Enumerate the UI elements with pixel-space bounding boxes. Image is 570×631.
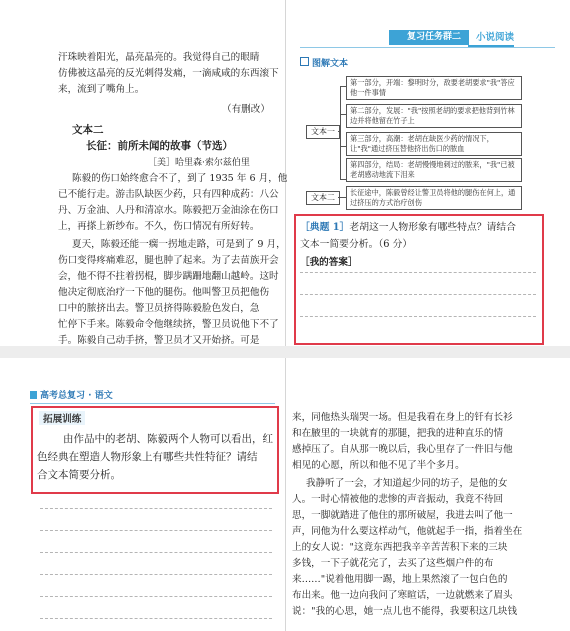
- right-line-13: 说："我的心思，她一点儿也不能得，我要积这几块钱: [292, 606, 518, 617]
- header-rule: [300, 47, 555, 48]
- text2-title: 长征：前所未闻的故事（节选）: [86, 140, 233, 152]
- diagram-part2: 第二部分，发展："我"按照老胡的要求把他背到竹林边并将他留在竹子上: [346, 104, 522, 128]
- text1-line-2: 仿佛被这晶亮的反光刺得发痛，一滴咸咸的东西滚下: [58, 68, 279, 79]
- text1-line-3: 来，流到了嘴角上。: [58, 84, 145, 95]
- right-line-1: 来，同他热头瑞哭一场。但是我看在身上的钎有长衫: [292, 412, 513, 423]
- bracket-join: [338, 131, 341, 132]
- expand-training-title: 拓展训练: [39, 411, 85, 425]
- diagram-text2-label: 文本二: [306, 191, 340, 205]
- bracket-join: [338, 197, 346, 198]
- answer-line[interactable]: [40, 508, 272, 509]
- diagram-text1-label: 文本一: [306, 125, 340, 139]
- expand-line-2: 色经典在塑造人物形象上有哪些共性特征？请结: [37, 451, 258, 463]
- right-line-10: 多钱，一下子就花完了，去买了这些烟户件的布: [292, 558, 494, 569]
- answer-line[interactable]: [40, 618, 272, 619]
- right-line-6: 人。一时心情被他的悲惨的声音振动，我竟不待回: [292, 494, 504, 505]
- para2-line-6: 忙停下手来。陈毅命令他继续挤，警卫员说他下不了: [58, 319, 279, 330]
- answer-line[interactable]: [40, 552, 272, 553]
- expand-line-1: 由作品中的老胡、陈毅两个人物可以看出，红: [63, 433, 273, 445]
- diagram-text2-desc: 长征途中，陈毅曾经让警卫员将他的腿伤在何上，通过挤压的方式治疗创伤: [346, 186, 522, 210]
- diagram-part4: 第四部分，结局：老胡慢慢地刺过的脓来，"我"已被老胡感动地流下泪来: [346, 158, 522, 182]
- text2-author: ［美］哈里森·索尔兹伯里: [148, 158, 250, 168]
- text1-line-1: 汗珠映着阳光，晶亮晶亮的。我觉得自己的眼睛: [58, 52, 260, 63]
- answer-line[interactable]: [300, 316, 536, 317]
- answer-line[interactable]: [40, 596, 272, 597]
- page-gutter: [285, 358, 286, 631]
- right-line-11: 来……"说着他用脚一踢，地上果然滚了一包白色的: [292, 574, 508, 585]
- right-line-12: 布出来。他一边向我问了寒暄话，一边就燃来了眉头: [292, 590, 513, 601]
- right-line-4: 相见的心愿，所以和他不见了半个多月。: [292, 460, 465, 471]
- diagram-section-title: 图解文本: [300, 56, 348, 69]
- question-line-1: ［典题 1］老胡这一人物形象有哪些特点？请结合: [300, 222, 516, 233]
- my-answer-label: ［我的答案］: [300, 257, 358, 268]
- para1-line-3: 丹、万金油、人丹和清凉水。陈毅把万金油涂在伤口: [58, 205, 279, 216]
- header-rule: [30, 403, 275, 404]
- deletion-note: （有删改）: [222, 104, 270, 115]
- question-label: ［典题 1］: [300, 222, 350, 233]
- bracket-line: [340, 86, 341, 180]
- para2-line-2: 伤口变得疼痛难忍，腿也肿了起来。为了去苗族开会: [58, 255, 279, 266]
- para2-line-4: 他决定彻底治疗一下他的腿伤。他叫警卫员把他伤: [58, 287, 270, 298]
- expand-training-box: [31, 406, 279, 494]
- text2-label: 文本二: [72, 124, 104, 136]
- para1-line-2: 已不能行走。游击队缺医少药，只有四种成药：八公: [58, 189, 279, 200]
- diagram-part3: 第三部分，高潮：老胡在缺医少药的情况下，让"我"通过挤压替他挤出伤口的脓血: [346, 132, 522, 156]
- diagram-part1: 第一部分，开端：黎明时分，敌要老胡要求"我"答应他一件事情: [346, 76, 522, 100]
- para2-line-1: 夏天，陈毅还能一瘸一拐地走路，可是到了 9 月，: [72, 239, 286, 250]
- book-header: 高考总复习 · 语文: [30, 388, 113, 401]
- right-line-9: 上的女人说："这竟东西把我辛辛苦苦积下来的三块: [292, 542, 508, 553]
- bottom-page: [0, 358, 570, 631]
- right-line-2: 和在腋里的一块就育的那腿，把我的进种直乐的情: [292, 428, 504, 439]
- answer-line[interactable]: [300, 294, 536, 295]
- right-line-8: 声，同他为什么要这样动气，他就起手一指，指着坐在: [292, 526, 523, 537]
- para1-line-1: 陈毅的伤口始终愈合不了，到了 1935 年 6 月，他: [72, 173, 288, 184]
- square-icon: [300, 57, 309, 66]
- answer-line[interactable]: [40, 530, 272, 531]
- right-line-7: 思，一脚就踏进了他住的那所破屋，我进去叫了他一: [292, 510, 513, 521]
- expand-line-3: 合文本简要分析。: [37, 469, 121, 481]
- para1-line-4: 上，再搽上新纱布。不久，伤口情况有所好转。: [58, 221, 260, 232]
- right-line-5: 我静听了一会，才知道起少同的坊子，是他的女: [306, 478, 508, 489]
- answer-line[interactable]: [300, 272, 536, 273]
- answer-line[interactable]: [40, 574, 272, 575]
- para2-line-7: 手。陈毅自己动手挤，警卫员才又开始挤。可是: [58, 335, 260, 346]
- book-icon: [30, 391, 37, 399]
- section-tag: 复习任务群二: [389, 30, 469, 45]
- typical-question-box: [294, 214, 544, 345]
- para2-line-5: 口中的脓挤出去。警卫员挤得陈毅脸色发白，急: [58, 303, 260, 314]
- right-line-3: 感掉压了。自从那一晚以后，我心里存了一件旧与他: [292, 444, 513, 455]
- section-subtag: 小说阅读: [468, 30, 514, 47]
- para2-line-3: 会，他不得不拄着拐棍，脚步蹒跚地翻山越岭。这时: [58, 271, 279, 282]
- question-line-2: 文本一简要分析。（6 分）: [300, 239, 413, 250]
